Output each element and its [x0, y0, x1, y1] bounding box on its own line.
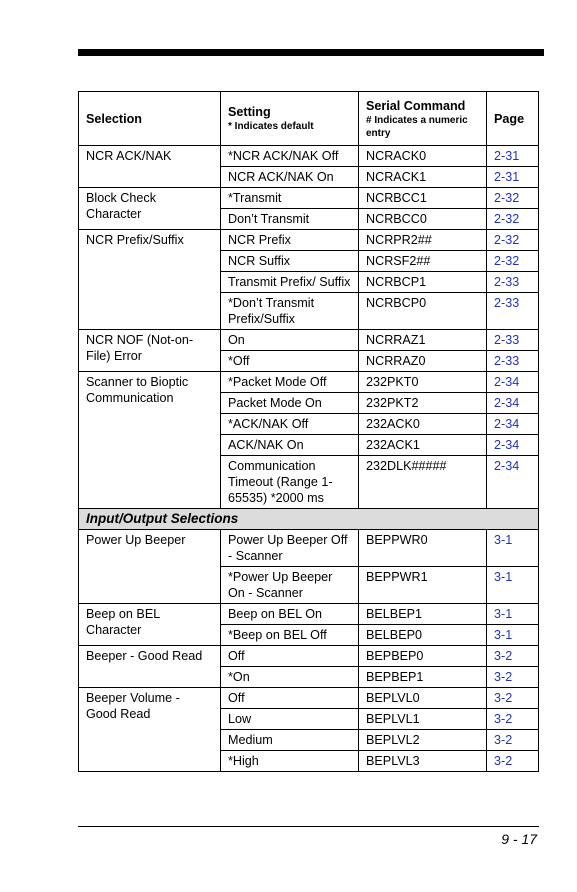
cell-selection: NCR NOF (Not-on-File) Error — [79, 330, 221, 372]
page-link[interactable]: 3-2 — [494, 754, 513, 768]
cell-serial-command: NCRRAZ1 — [359, 330, 487, 351]
page-link[interactable]: 2-34 — [494, 417, 520, 431]
cell-selection: NCR Prefix/Suffix — [79, 230, 221, 330]
page-link[interactable]: 3-1 — [494, 533, 513, 547]
section-title: Input/Output Selections — [79, 509, 539, 530]
cell-page — [487, 688, 539, 709]
cell-page — [487, 751, 539, 772]
cell-setting: *Transmit — [221, 188, 359, 209]
cell-page — [487, 625, 539, 646]
cell-setting: *Don’t Transmit Prefix/Suffix — [221, 293, 359, 330]
cell-setting: *High — [221, 751, 359, 772]
cell-serial-command: BEPLVL2 — [359, 730, 487, 751]
cell-setting: Off — [221, 646, 359, 667]
cell-page — [487, 530, 539, 567]
cell-serial-command: 232PKT0 — [359, 372, 487, 393]
page-link[interactable]: 2-33 — [494, 333, 520, 347]
page-link[interactable]: 2-33 — [494, 354, 520, 368]
cell-setting: *Beep on BEL Off — [221, 625, 359, 646]
cell-serial-command: BEPPWR0 — [359, 530, 487, 567]
page-link[interactable]: 2-34 — [494, 438, 520, 452]
cell-setting: *Packet Mode Off — [221, 372, 359, 393]
cell-setting: Transmit Prefix/ Suffix — [221, 272, 359, 293]
cell-serial-command: NCRBCP1 — [359, 272, 487, 293]
page-link[interactable]: 2-34 — [494, 396, 520, 410]
cell-page — [487, 667, 539, 688]
cell-page — [487, 604, 539, 625]
cell-page — [487, 351, 539, 372]
cell-serial-command: BEPLVL0 — [359, 688, 487, 709]
cell-serial-command: NCRPR2## — [359, 230, 487, 251]
bottom-rule — [78, 826, 539, 827]
cell-setting: Don’t Transmit — [221, 209, 359, 230]
cell-setting: *ACK/NAK Off — [221, 414, 359, 435]
page-link[interactable]: 2-34 — [494, 459, 520, 473]
cell-page — [487, 209, 539, 230]
cell-setting: Communication Timeout (Range 1-65535) *2000 ms — [221, 456, 359, 509]
page-link[interactable]: 3-2 — [494, 670, 513, 684]
cell-serial-command: 232PKT2 — [359, 393, 487, 414]
cell-serial-command: NCRSF2## — [359, 251, 487, 272]
cell-setting: Off — [221, 688, 359, 709]
cell-selection: NCR ACK/NAK — [79, 146, 221, 188]
cell-page — [487, 709, 539, 730]
cell-page — [487, 456, 539, 509]
cell-serial-command: NCRBCC0 — [359, 209, 487, 230]
table-body — [79, 146, 539, 772]
cell-page — [487, 293, 539, 330]
cell-page — [487, 567, 539, 604]
section-header-row — [79, 509, 539, 530]
cell-selection: Beeper - Good Read — [79, 646, 221, 688]
header-selection: Selection — [79, 92, 221, 146]
cell-serial-command: NCRRAZ0 — [359, 351, 487, 372]
cell-serial-command: NCRBCC1 — [359, 188, 487, 209]
header-setting-sub: * Indicates default — [228, 121, 314, 132]
cell-serial-command: 232ACK0 — [359, 414, 487, 435]
page-link[interactable]: 2-31 — [494, 170, 520, 184]
header-serial-sub: # Indicates a numeric entry — [366, 114, 468, 139]
cell-serial-command: BELBEP0 — [359, 625, 487, 646]
table-row — [79, 688, 539, 709]
cell-setting: On — [221, 330, 359, 351]
cell-setting: Beep on BEL On — [221, 604, 359, 625]
cell-selection: Beeper Volume - Good Read — [79, 688, 221, 772]
cell-setting: Low — [221, 709, 359, 730]
cell-setting: Packet Mode On — [221, 393, 359, 414]
page-link[interactable]: 2-32 — [494, 191, 520, 205]
cell-selection: Beep on BEL Character — [79, 604, 221, 646]
header-page: Page — [487, 92, 539, 146]
cell-page — [487, 646, 539, 667]
cell-serial-command: 232DLK##### — [359, 456, 487, 509]
cell-setting: NCR Prefix — [221, 230, 359, 251]
cell-serial-command: NCRACK1 — [359, 167, 487, 188]
cell-page — [487, 146, 539, 167]
cell-page — [487, 167, 539, 188]
cell-page — [487, 730, 539, 751]
cell-setting: *Power Up Beeper On - Scanner — [221, 567, 359, 604]
page-link[interactable]: 3-2 — [494, 712, 513, 726]
page-link[interactable]: 2-33 — [494, 275, 520, 289]
cell-page — [487, 230, 539, 251]
cell-page — [487, 251, 539, 272]
cell-serial-command: BEPBEP0 — [359, 646, 487, 667]
cell-setting: *NCR ACK/NAK Off — [221, 146, 359, 167]
table-row — [79, 146, 539, 167]
table-header — [79, 92, 539, 146]
cell-setting: ACK/NAK On — [221, 435, 359, 456]
page-link[interactable]: 3-1 — [494, 628, 513, 642]
cell-selection: Power Up Beeper — [79, 530, 221, 604]
table-row — [79, 530, 539, 567]
cell-page — [487, 435, 539, 456]
cell-selection: Scanner to Bioptic Communication — [79, 372, 221, 509]
table-row — [79, 372, 539, 393]
cell-setting: *On — [221, 667, 359, 688]
cell-page — [487, 188, 539, 209]
table-row — [79, 604, 539, 625]
cell-page — [487, 393, 539, 414]
cell-serial-command: NCRBCP0 — [359, 293, 487, 330]
cell-page — [487, 330, 539, 351]
cell-serial-command: BEPLVL3 — [359, 751, 487, 772]
cell-page — [487, 372, 539, 393]
cell-selection: Block Check Character — [79, 188, 221, 230]
header-serial-command: Serial Command # Indicates a numeric entry — [359, 92, 487, 146]
page-link[interactable]: 2-33 — [494, 296, 520, 310]
cell-setting: *Off — [221, 351, 359, 372]
cell-page — [487, 414, 539, 435]
cell-setting: Medium — [221, 730, 359, 751]
header-setting: Setting * Indicates default — [221, 92, 359, 146]
cell-setting: NCR Suffix — [221, 251, 359, 272]
page-link[interactable]: 2-32 — [494, 212, 520, 226]
cell-serial-command: BEPLVL1 — [359, 709, 487, 730]
command-table — [78, 91, 539, 772]
table-row — [79, 188, 539, 209]
page-link[interactable]: 3-1 — [494, 607, 513, 621]
page-link[interactable]: 2-32 — [494, 254, 520, 268]
page-link[interactable]: 3-2 — [494, 733, 513, 747]
cell-serial-command: BEPPWR1 — [359, 567, 487, 604]
page-link[interactable]: 3-2 — [494, 691, 513, 705]
top-rule — [78, 49, 544, 56]
cell-setting: NCR ACK/NAK On — [221, 167, 359, 188]
cell-serial-command: BEPBEP1 — [359, 667, 487, 688]
table-row — [79, 230, 539, 251]
page-number: 9 - 17 — [501, 831, 537, 847]
page-link[interactable]: 2-32 — [494, 233, 520, 247]
cell-serial-command: BELBEP1 — [359, 604, 487, 625]
table-row — [79, 330, 539, 351]
page-link[interactable]: 3-2 — [494, 649, 513, 663]
cell-page — [487, 272, 539, 293]
cell-serial-command: 232ACK1 — [359, 435, 487, 456]
page-link[interactable]: 2-31 — [494, 149, 520, 163]
table-row — [79, 646, 539, 667]
page-link[interactable]: 3-1 — [494, 570, 513, 584]
page-link[interactable]: 2-34 — [494, 375, 520, 389]
cell-setting: Power Up Beeper Off - Scanner — [221, 530, 359, 567]
cell-serial-command: NCRACK0 — [359, 146, 487, 167]
